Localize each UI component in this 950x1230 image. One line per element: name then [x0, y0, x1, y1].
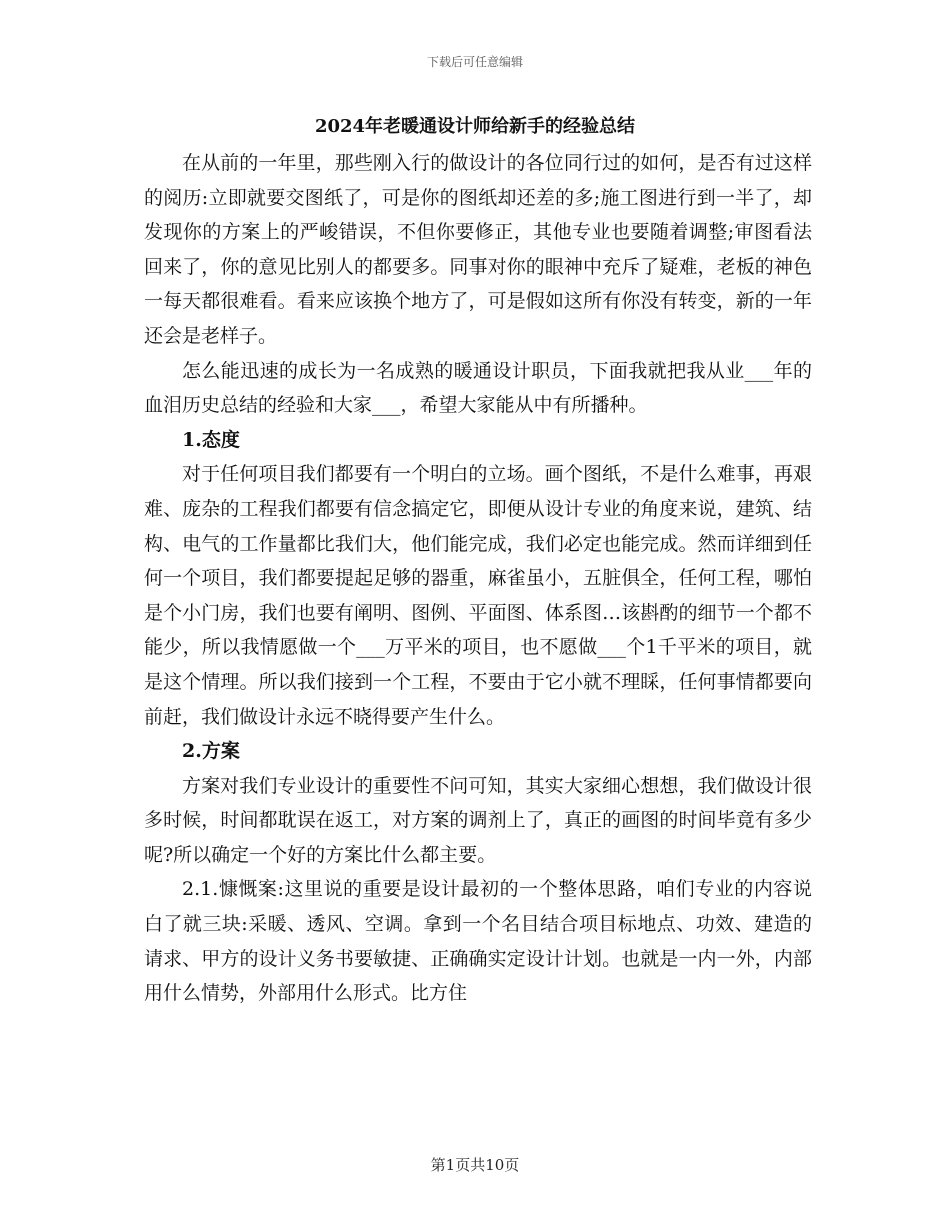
paragraph-purpose: 怎么能迅速的成长为一名成熟的暖通设计职员，下面我就把我从业___年的血泪历史总结的经验和大家___，希望大家能从中有所播种。: [144, 359, 812, 417]
page-header-note: 下载后可任意编辑: [426, 55, 523, 69]
paragraph-attitude: 对于任何项目我们都要有一个明白的立场。画个图纸，不是什么难事，再艰难、庞杂的工程我们都要有信念搞定它，即便从设计专业的角度来说，建筑、结构、电气的工作量都比我们大，他们能完成，我们必定也能完成。然而详细到任何一个项目，我们都要提起足够的器重，麻雀虽小，五脏俱全，任何工程，哪怕是个小门房，我们也要有阐明、图例、平面图、体系图…该斟酌的细节一个都不能少，所以我情愿做一个___万平米的项目，也不愿做___个1千平米的项目，就是这个情理。所以我们接到一个工程，不要由于它小就不理睬，任何事情都要向前赶，我们做设计永远不晓得要产生什么。: [144, 463, 812, 728]
paragraph-plan: 方案对我们专业设计的重要性不问可知，其实大家细心想想，我们做设计很多时候，时间都耽误在返工，对方案的调剂上了，真正的画图的时间毕竟有多少呢?所以确定一个好的方案比什么都主要。: [144, 774, 812, 866]
section-heading-attitude: 1.态度: [182, 428, 240, 451]
document-body: [144, 146, 812, 1011]
paragraph-overall-plan: 2.1.慷慨案:这里说的重要是设计最初的一个整体思路，咱们专业的内容说白了就三块:采暖、透风、空调。拿到一个名目结合项目标地点、功效、建造的请求、甲方的设计义务书要敏捷、正确确实定设计计划。也就是一内一外，内部用什么情势，外部用什么形式。比方住: [144, 878, 812, 1005]
page-number: 第1页共10页: [430, 1156, 520, 1174]
paragraph-intro: 在从前的一年里，那些刚入行的做设计的各位同行过的如何，是否有过这样的阅历:立即就要交图纸了，可是你的图纸却还差的多;施工图进行到一半了，却发现你的方案上的严峻错误，不但你要修正，其他专业也要随着调整;审图看法回来了，你的意见比别人的都要多。同事对你的眼神中充斥了疑难，老板的神色一每天都很难看。看来应该换个地方了，可是假如这所有你没有转变，新的一年还会是老样子。: [144, 152, 812, 347]
section-heading-plan: 2.方案: [182, 740, 240, 763]
document-title: 2024年老暖通设计师给新手的经验总结: [314, 116, 636, 137]
